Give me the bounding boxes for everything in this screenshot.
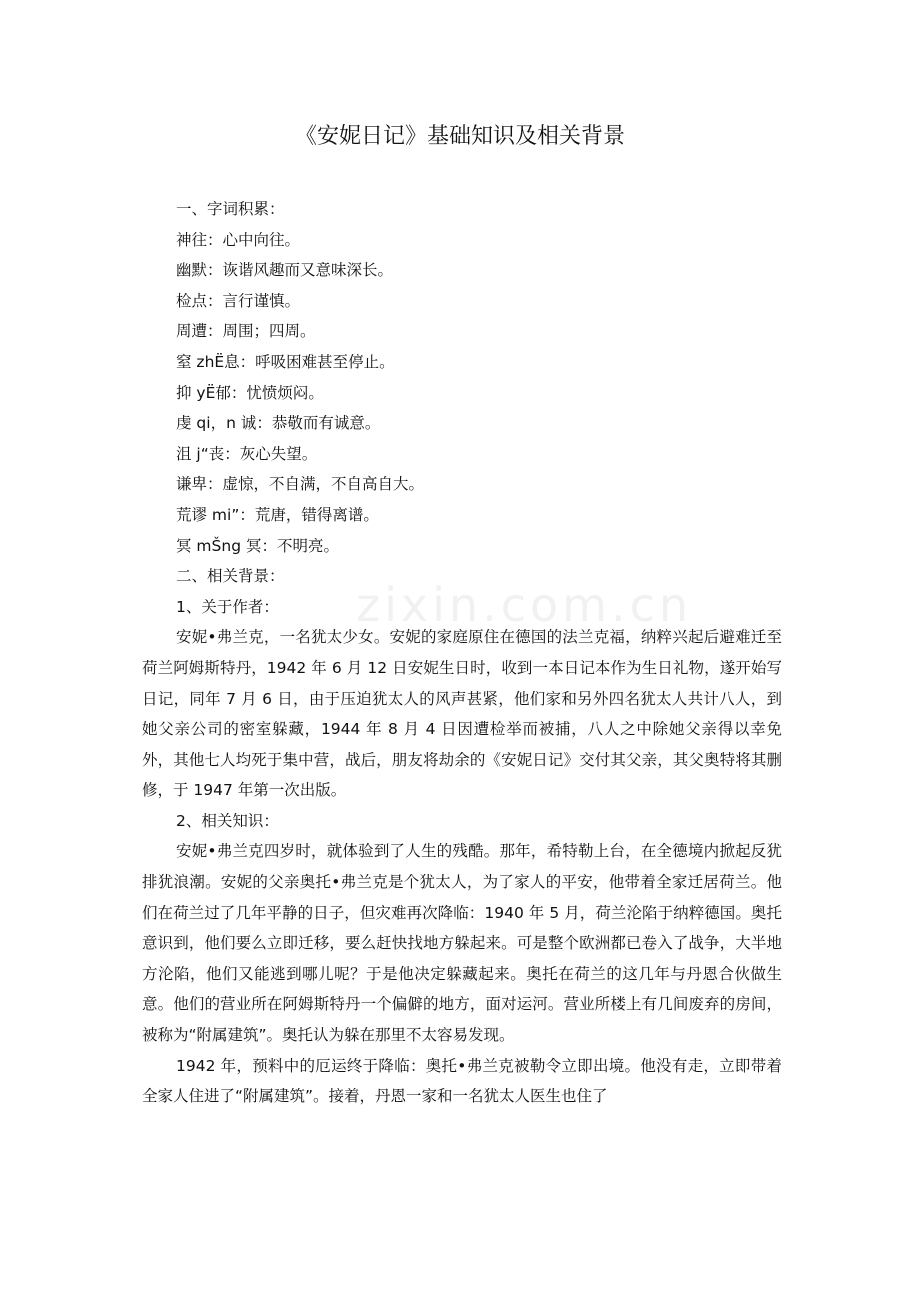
subheading-knowledge: 2、相关知识：	[176, 811, 279, 830]
vocab-item: 窒 zhЁ息：呼吸困难甚至停止。	[176, 352, 395, 371]
watermark: zixin.com.cn	[356, 578, 693, 632]
paragraph-knowledge-1: 安妮•弗兰克四岁时，就体验到了人生的残酷。那年，希特勒上台，在全德境内掀起反犹排犹浪潮。安妮的父亲奥托•弗兰克是个犹太人，为了家人的平安，他带着全家迁居荷兰。他们在荷兰过了几年平静的日子，但灾难再次降临：1940 年 5 月，荷兰沦陷于纳粹德国。奥托意识到，他们要么立即迁移，要么赶快找地方躲起来。可是整个欧洲都已卷入了战争，大半地方沦陷，他们又能逃到哪儿呢？于是他决定躲藏起来。奥托在荷兰的这几年与丹恩合伙做生意。他们的营业所在阿姆斯特丹一个偏僻的地方，面对运河。营业所楼上有几间废弃的房间，被称为“附属建筑”。奥托认为躲在那里不太容易发现。	[142, 842, 782, 1045]
document-body	[142, 194, 782, 1112]
vocab-item: 沮 j“丧：灰心失望。	[176, 444, 318, 463]
vocab-item: 荒谬 mi”：荒唐，错得离谱。	[176, 505, 379, 524]
vocab-item: 幽默：诙谐风趣而又意味深长。	[176, 261, 394, 280]
paragraph-author: 安妮•弗兰克，一名犹太少女。安妮的家庭原住在德国的法兰克福，纳粹兴起后避难迁至荷兰阿姆斯特丹，1942 年 6 月 12 日安妮生日时，收到一本日记本作为生日礼物，遂开始写日记，同年 7 月 6 日，由于压迫犹太人的风声甚紧，他们家和另外四名犹太人共计八人，到她父亲公司的密室躲藏，1944 年 8 月 4 日因遭检举而被捕，八人之中除她父亲得以幸免外，其他七人均死于集中营，战后，朋友将劫余的《安妮日记》交付其父亲，其父奥特将其删修，于 1947 年第一次出版。	[142, 628, 782, 800]
section-heading-vocab: 一、字词积累：	[176, 200, 285, 218]
vocab-item: 抑 yЁ郁：忧愤烦闷。	[176, 383, 324, 402]
vocab-item: 虔 qi，n 诚：恭敬而有诚意。	[176, 414, 381, 433]
vocab-item: 检点：言行谨慎。	[176, 291, 301, 310]
document-title: 《安妮日记》基础知识及相关背景	[294, 124, 625, 149]
paragraph-knowledge-2: 1942 年，预料中的厄运终于降临：奥托•弗兰克被勒令立即出境。他没有走，立即带着全家人住进了“附属建筑”。接着，丹恩一家和一名犹太人医生也住了	[142, 1056, 782, 1106]
vocab-item: 谦卑：虚惊，不自满，不自高自大。	[176, 475, 425, 494]
section-heading-background: 二、相关背景：	[176, 567, 285, 586]
vocab-item: 冥 mŠng 冥：不明亮。	[176, 536, 339, 555]
vocab-item: 周遭：周围；四周。	[176, 322, 316, 341]
vocab-item: 神往：心中向往。	[176, 230, 301, 249]
subheading-author: 1、关于作者：	[176, 597, 279, 616]
